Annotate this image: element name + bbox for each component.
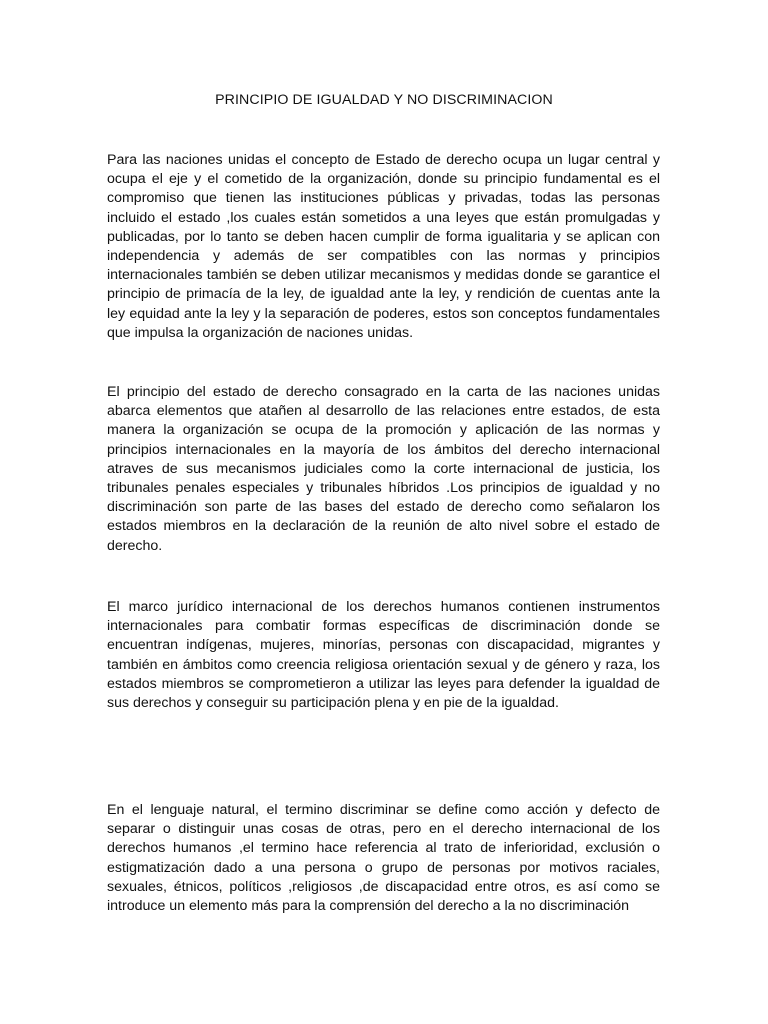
paragraph-discrimination-definition: En el lenguaje natural, el termino discriminar se define como acción y defecto de separar o distinguir unas cosas de otras, pero en el derecho internacional de los derechos humanos ,el termino hace referencia al trato de inferioridad, exclusión o estigmatización dado a una persona o grupo de personas por motivos raciales, sexuales, étnicos, políticos ,religiosos ,de discapacidad entre otros, es así como se introduce un elemento más para la comprensión del derecho a la no discriminación (107, 802, 660, 915)
paragraph-rule-of-law: Para las naciones unidas el concepto de Estado de derecho ocupa un lugar central y ocupa el eje y el cometido de la organización, donde su principio fundamental es el compromiso que tienen las instituciones públicas y privadas, todas las personas incluido el estado ,los cuales están sometidos a una leyes que están promulgadas y publicadas, por lo tanto se deben hacen cumplir de forma igualitaria y se aplican con independencia y además de ser compatibles con las normas y principios internacionales también se deben utilizar mecanismos y medidas donde se garantice el principio de primacía de la ley, de igualdad ante la ley, y rendición de cuentas ante la ley equidad ante la ley y la separación de poderes, estos son conceptos fundamentales que impulsa la organización de naciones unidas. (107, 152, 660, 341)
document-title: PRINCIPIO DE IGUALDAD Y NO DISCRIMINACION (215, 92, 553, 108)
paragraph-legal-framework: El marco jurídico internacional de los derechos humanos contienen instrumentos internacionales para combatir formas específicas de discriminación donde se encuentran indígenas, mujeres, minorías, personas con discapacidad, migrantes y también en ámbitos como creencia religiosa orientación sexual y de género y raza, los estados miembros se comprometieron a utilizar las leyes para defender la igualdad de sus derechos y conseguir su participación plena y en pie de la igualdad. (107, 599, 660, 712)
paragraph-un-charter: El principio del estado de derecho consagrado en la carta de las naciones unidas abarca elementos que atañen al desarrollo de las relaciones entre estados, de esta manera la organización se ocupa de la promoción y aplicación de las normas y principios internacionales en la mayoría de los ámbitos del derecho internacional atraves de sus mecanismos judiciales como la corte internacional de justicia, los tribunales penales especiales y tribunales híbridos .Los principios de igualdad y no discriminación son parte de las bases del estado de derecho como señalaron los estados miembros en la declaración de la reunión de alto nivel sobre el estado de derecho. (107, 384, 660, 554)
